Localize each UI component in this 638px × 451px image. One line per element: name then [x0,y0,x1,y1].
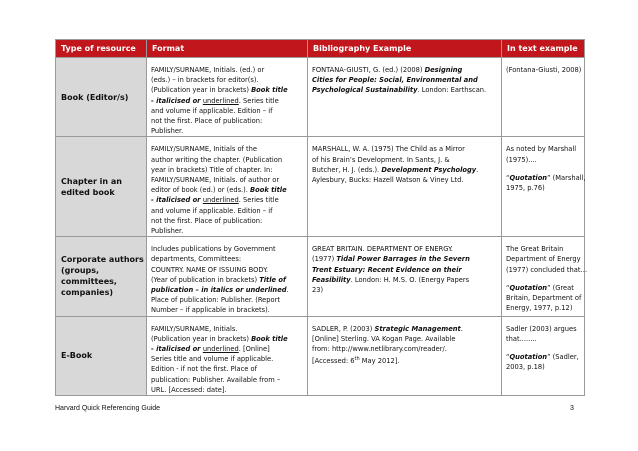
table-row [56,316,585,395]
text-run: of his Brain’s Development. In Sants, J. & [312,155,450,164]
text-run: . [Online] [238,345,270,354]
text-line [151,126,303,136]
text-run: (Fontana-Giusti, 2008) [506,66,582,74]
text-run: - italicised or [151,345,203,354]
in-text-cell [502,316,585,395]
text-line [312,285,497,295]
referencing-table [55,39,588,396]
text-run: GREAT BRITAIN. DEPARTMENT OF ENERGY. [312,245,453,254]
text-run: Development Psychology [381,165,477,174]
text-run: Strategic Management [374,324,461,333]
text-run: underlined [202,345,239,354]
text-run: publication – in italics or underlined [151,286,287,295]
table-row [56,137,585,237]
text-line [506,303,580,313]
text-run: MARSHALL, W. A. (1975) The Child as a Mirror [312,145,465,154]
text-run: Book title [250,186,287,195]
format-cell [147,316,308,395]
text-line [312,165,497,175]
text-run: Feasibility [312,275,351,284]
text-run: . [476,165,479,174]
text-run: year in brackets) Title of chapter. In: [151,165,273,174]
paragraph-gap [506,165,580,173]
in-text-cell [502,58,585,137]
text-line [312,75,497,85]
table-row [56,237,585,316]
text-run: Department of Energy [506,255,581,264]
text-run: 1975, p.76) [506,184,545,193]
text-line [506,324,580,334]
bibliography-cell [308,316,502,395]
text-line [506,293,580,303]
text-line [312,254,497,264]
text-run: publication: Publisher. Available from – [151,375,281,384]
text-line [151,206,303,216]
text-line [151,354,303,364]
text-run: FAMILY/SURNAME, Initials. (ed.) or [151,66,265,74]
text-run: that........ [506,334,537,343]
text-line [151,155,303,165]
text-run: underlined [202,96,239,105]
text-run: FAMILY/SURNAME, Initials of the [151,145,257,154]
text-run: May 2012]. [359,357,400,366]
text-run: not the first. Place of publication: [151,216,263,225]
resource-type-cell [56,316,147,395]
footer-guide-title: Harvard Quick Referencing Guide [55,405,161,412]
text-run: 23) [312,286,324,295]
text-line [312,155,497,165]
text-line [151,216,303,226]
text-run: 2003, p.18) [506,363,545,372]
in-text-cell [502,237,588,316]
text-line [151,144,303,154]
text-run: Aylesbury, Bucks: Hazell Watson & Viney Ltd. [312,176,464,185]
text-line [506,183,580,193]
text-run: . [460,324,463,333]
text-run: Publisher. [151,227,184,236]
text-run: . Series title [238,196,279,205]
text-run: (1977) [312,255,337,264]
text-run: (Year of publication in brackets) [151,275,260,284]
text-line [151,244,303,254]
bibliography-cell [308,137,502,237]
text-run: editor of book (ed.) or (eds.). [151,186,251,195]
text-line [506,265,588,275]
text-run: Series title and volume if applicable. [151,355,274,364]
paragraph-gap [506,344,580,352]
text-line [312,324,497,334]
text-run: author writing the chapter. (Publication [151,155,283,164]
resource-type-label: edited book [61,187,115,197]
resource-type-label: companies) [61,288,113,298]
text-line [506,283,580,293]
text-line [151,96,303,106]
text-line [312,144,497,154]
text-run: underlined [202,196,239,205]
text-line [151,385,303,395]
text-run: (1975).... [506,155,537,164]
text-run: - italicised or [151,96,203,105]
text-run: Number – if applicable in brackets). [151,306,270,315]
text-run: [Online] Sterling. VA Kogan Page. Available [312,334,456,343]
text-run: . Series title [238,96,279,105]
text-line [312,275,497,285]
resource-type-label: (groups, [61,266,100,276]
text-line [151,195,303,205]
text-line [151,165,303,175]
text-run: Britain, Department of [506,294,582,303]
text-run: The Great Britain [506,245,564,254]
text-line [151,305,303,315]
format-cell [147,237,308,316]
text-run: Designing [424,66,463,74]
text-run: As noted by Marshall [506,145,577,154]
paragraph-gap [506,275,580,283]
table-row [56,58,585,137]
text-run: from: http://www.netlibrary.com/reader/. [312,345,447,354]
text-run: Publisher. [151,127,184,136]
text-run: “ [506,173,510,182]
resource-type-label: Corporate authors [61,255,144,265]
resource-type-label: Book (Editor/s) [61,92,129,102]
text-run: Quotation [509,283,548,292]
text-run: Psychological Sustainability [312,86,418,95]
text-run: Trent Estuary: Recent Evidence on their [312,265,462,274]
text-run: . [286,286,289,295]
text-run: FAMILY/SURNAME, Initials. of author or [151,176,280,185]
text-run: Quotation [509,173,548,182]
table-body [56,58,588,396]
text-line [506,65,580,75]
text-run: FONTANA-GIUSTI, G. (ed.) (2008) [312,66,425,74]
text-line [151,295,303,305]
table-header-row [56,40,585,58]
text-run: SADLER, P. (2003) [312,324,375,333]
text-line [506,334,580,344]
text-run: COUNTRY. NAME OF ISSUING BODY. [151,265,269,274]
text-run: th [354,356,360,363]
text-run: Cities for People: Social, Environmental and [312,76,478,85]
resource-type-label: Chapter in an [61,176,122,186]
text-line [151,175,303,185]
text-run: Edition - if not the first. Place of [151,365,257,374]
text-run: Book title [251,86,288,95]
text-run: (Publication year in brackets) [151,334,252,343]
text-run: FAMILY/SURNAME, Initials. [151,324,238,333]
text-line [506,155,580,165]
text-run: Butcher, H. J. (eds.). [312,165,382,174]
text-line [312,265,497,275]
text-line [506,352,580,362]
in-text-cell [502,137,585,237]
text-run: Place of publication: Publisher. (Report [151,296,281,305]
text-line [151,344,303,354]
resource-type-cell [56,137,147,237]
bibliography-cell [308,237,502,316]
text-line [312,175,497,185]
text-line [506,362,580,372]
text-run: Includes publications by Government [151,245,276,254]
text-run: . London: Earthscan. [417,86,487,95]
text-line [312,244,497,254]
header-bibliography-example: Bibliography Example [308,40,502,58]
text-line [151,116,303,126]
text-run: and volume if applicable. Edition – if [151,206,273,215]
text-run: “ [506,353,510,362]
text-run: Book title [251,334,288,343]
text-run: URL. [Accessed: date]. [151,385,227,394]
text-run: ” (Sadler, [547,353,579,362]
text-line [506,173,586,183]
text-run: (1977) concluded that… [506,265,588,274]
text-run: Title of [259,275,286,284]
text-line [151,334,303,344]
text-line [506,144,580,154]
text-run: Energy, 1977, p.12) [506,304,573,313]
text-line [151,226,303,236]
text-line [151,75,303,85]
header-format: Format [147,40,308,58]
text-line [151,285,303,295]
text-run: ” (Great [547,283,574,292]
text-line [151,65,303,75]
text-line [312,334,497,344]
text-line [312,65,497,75]
text-run: Sadler (2003) argues [506,324,577,333]
text-line [312,85,497,95]
text-line [506,254,580,264]
text-run: - italicised or [151,196,203,205]
text-run: “ [506,283,510,292]
text-line [151,265,303,275]
text-run: (eds.) – in brackets for editor(s). [151,76,259,85]
text-run: [Accessed: 6 [312,357,355,366]
resource-type-cell [56,237,147,316]
text-line [151,324,303,334]
resource-type-label: committees, [61,277,117,287]
text-line [151,375,303,385]
text-run: ” (Marshall, [547,173,586,182]
text-run: and volume if applicable. Edition – if [151,106,273,115]
text-run: departments, Committees: [151,255,242,264]
text-line [151,254,303,264]
format-cell [147,137,308,237]
text-line [151,275,303,285]
text-line [506,244,580,254]
text-line [151,85,303,95]
text-run: Tidal Power Barrages in the Severn [336,255,470,264]
header-in-text-example: In text example [502,40,585,58]
format-cell [147,58,308,137]
bibliography-cell [308,58,502,137]
text-line [151,106,303,116]
text-run: (Publication year in brackets) [151,86,252,95]
text-run: . London: H. M.S. O. (Energy Papers [350,275,470,284]
resource-type-cell [56,58,147,137]
text-line [151,185,303,195]
text-line [312,354,497,366]
text-line [151,364,303,374]
text-line [312,344,497,354]
resource-type-label: E-Book [61,351,93,361]
text-run: Quotation [509,353,548,362]
header-type-of-resource: Type of resource [56,40,147,58]
footer-page-number: 3 [570,405,574,412]
text-run: not the first. Place of publication: [151,117,263,126]
